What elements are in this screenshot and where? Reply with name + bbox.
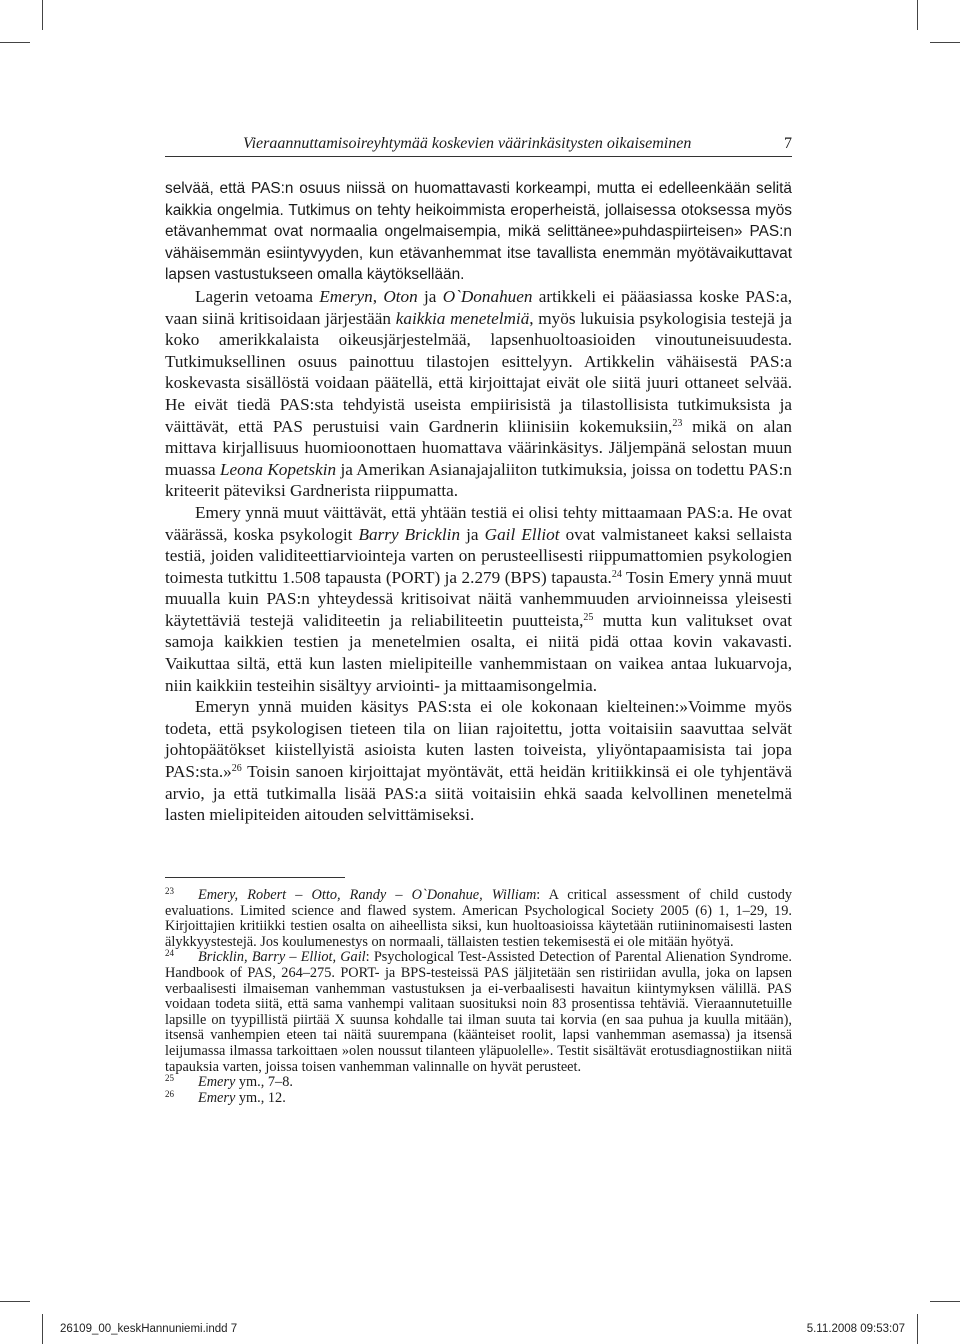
body-text xyxy=(165,178,792,826)
paragraph-1-text: selvää, että PAS:n osuus niissä on huomattavasti korkeampi, mutta ei edelleenkään selitä kaikkia ongelmia. Tutkimus on tehty heikoimmista eroperheistä, jollaisessa otoksessa myös etävanhemmat ovat normaalia ongelmaisempia, mikä selittänee»puhdaspiirteisen» PAS:n vähäisemmän esiintyvyyden, kun etävanhemmat itse tavallista enemmän myötävaikuttavat lapsen vastustukseen omalla käytöksellään. xyxy=(165,180,792,284)
footnote-ref-26[interactable]: 26 xyxy=(231,763,242,775)
header-rule xyxy=(165,156,792,157)
footnote-rule xyxy=(165,877,345,878)
crop-mark xyxy=(0,1301,30,1302)
crop-mark xyxy=(930,42,960,43)
slug-filename: 26109_00_keskHannuniemi.indd 7 xyxy=(60,1323,238,1335)
crop-mark xyxy=(42,0,43,30)
paragraph-3: Emery ynnä muut väittävät, että yhtään testiä ei olisi tehty mittaamaan PAS:a. He ovat väärässä, koska psykologit Barry Bricklin ja Gail Elliot ovat valmistaneet kaksi sellaista testiä, joiden validiteettiarviointeja varten on perusteellisesti riippumattomien psykologien toimesta tutkittu 1.508 tapausta (PORT) ja 2.279 (BPS) tapausta.$^{24}$ Tosin Emery ynnä muut muualla kuin PAS:n yhteydessä kritisoivat näitä vanhemmuuden arvioinneissa yleisesti käytettäviä testejä validiteetin ja reliabiliteetin puutteista,$^{25}$ mutta kun valitukset ovat samoja kaikkien testien ja menetelmien osalta, ei niitä pidä ottaa kovin vakavasti. Vaikuttaa siltä, että kun lasten mielipiteille vanhemmistaan on vaikea antaa lukuarvoja, niin kaikkiin testeihin sisältyy arviointi- ja mittaamisongelmia. xyxy=(165,502,793,695)
page-number: 7 xyxy=(784,135,792,152)
crop-mark xyxy=(0,42,30,43)
crop-mark xyxy=(917,0,918,30)
footnote-26: 26 Emery ym., 12. xyxy=(165,1088,286,1106)
crop-mark xyxy=(930,1301,960,1302)
paragraph-1 xyxy=(165,178,792,286)
footnote-ref-24[interactable]: 24 xyxy=(611,568,622,580)
footnote-ref-25[interactable]: 25 xyxy=(583,611,594,623)
running-title: Vieraannuttamisoireyhtymää koskevien väärinkäsitysten oikaiseminen xyxy=(243,135,692,152)
crop-mark xyxy=(42,1314,43,1344)
footnote-23: 23 Emery, Robert – Otto, Randy – O`Donahue, William: A critical assessment of child custody evaluations. Limited science and flawed system. American Psychological Society 2005 (6) 1, 1–29, 19. Kirjoittajien kritiikki testien osalta on aiheellista siksi, kun huoltoasioissa käytetään rutiininomaisesti lasten älykkyystestejä. Jos koulumenestys on normaali, tällaisten testien tekemisestä ei ole mitään hyötyä. xyxy=(165,886,792,950)
footnotes xyxy=(165,888,792,1106)
footnote-ref-23[interactable]: 23 xyxy=(672,417,683,429)
crop-mark xyxy=(917,1314,918,1344)
slug-timestamp: 5.11.2008 09:53:07 xyxy=(806,1323,905,1335)
footnote-24: 24 Bricklin, Barry – Elliot, Gail: Psychological Test-Assisted Detection of Parental Alienation Syndrome. Handbook of PAS, 264–275. PORT- ja BPS-testeissä PAS jäljitetään sen ristiriidan avulla, joka on lapsen verbaalisesti ilmaiseman vanhemman vastustuksen ja ei-verbaalisesti havaitun kiintymyksen välillä. PAS voidaan todeta siitä, että sama vanhempi valitaan suosituksi noin 83 prosentissa tehtäviä. Vieraannutetuille lapsille on tyypillistä piirtää X suunsa kohdalle tai ilman suuta tai korvia (en saa puhua ja kuulla mitään), itsensä vanhempien eteen tai näitä suurempana (käänteiset roolit, lapsi vanhemman asemassa) ja itsensä leijumassa ilmassa tarkoittaen »olen noussut tilanteen yläpuolelle». Testit sisältävät erotusdiagnostiikan niitä tapauksia varten, joissa toisen vanhemman valinnalle on hyvät perusteet. xyxy=(165,948,792,1075)
paragraph-4: Emeryn ynnä muiden käsitys PAS:sta ei ole kokonaan kielteinen:»Voimme myös todeta, että psykologisen tieteen tila on liian rajoitettu, jotta voitaisiin saavuttaa selvät johtopäätökset kiistellyistä asioista kuten lasten toiveista, yliyöntapaamisista tai jopa PAS:sta.»$^{26}$ Toisin sanoen kirjoittajat myöntävät, että heidän kritiikkinsä ei ole tyhjentävä arvio, ja että tutkimalla lisää PAS:a siitä voitaisiin ehkä saada kelvollinen menetelmä lasten mielipiteiden aitouden selvittämiseksi. xyxy=(165,697,792,825)
footnote-25: 25 Emery ym., 7–8. xyxy=(165,1073,293,1091)
paragraph-2: Lagerin vetoama Emeryn, Oton ja O`Donahuen artikkeli ei pääasiassa koske PAS:a, vaan siinä kritisoidaan järjestään kaikkia menetelmiä, myös lukuisia psykologisia testejä ja koko amerikkalaista oikeusjärjestelmää, lapsenhuoltoasioiden vinoutuneisuudesta. Tutkimuksellinen osuus painottuu tilastojen esittelyyn. Artikkelin vähäisestä PAS:a koskevasta sisällöstä voidaan päätellä, että kirjoittajat eivät ole siitä juuri ottaneet selvää. He eivät tiedä PAS:sta tehdyistä useista empiirisistä ja tilastollisista tutkimuksista ja väittävät, että PAS perustuisi vain Gardnerin kliinisiin kokemuksiin,$^{23}$ mikä on alan mittava kirjallisuus huomioonottaen huomattava väärinkäsitys. Jäljempänä selostan muun muassa Leona Kopetskin ja Amerikan Asianajajaliiton tutkimuksia, joissa on todettu PAS:n kriteerit päteviksi Gardnerista riippumatta. xyxy=(165,286,793,501)
